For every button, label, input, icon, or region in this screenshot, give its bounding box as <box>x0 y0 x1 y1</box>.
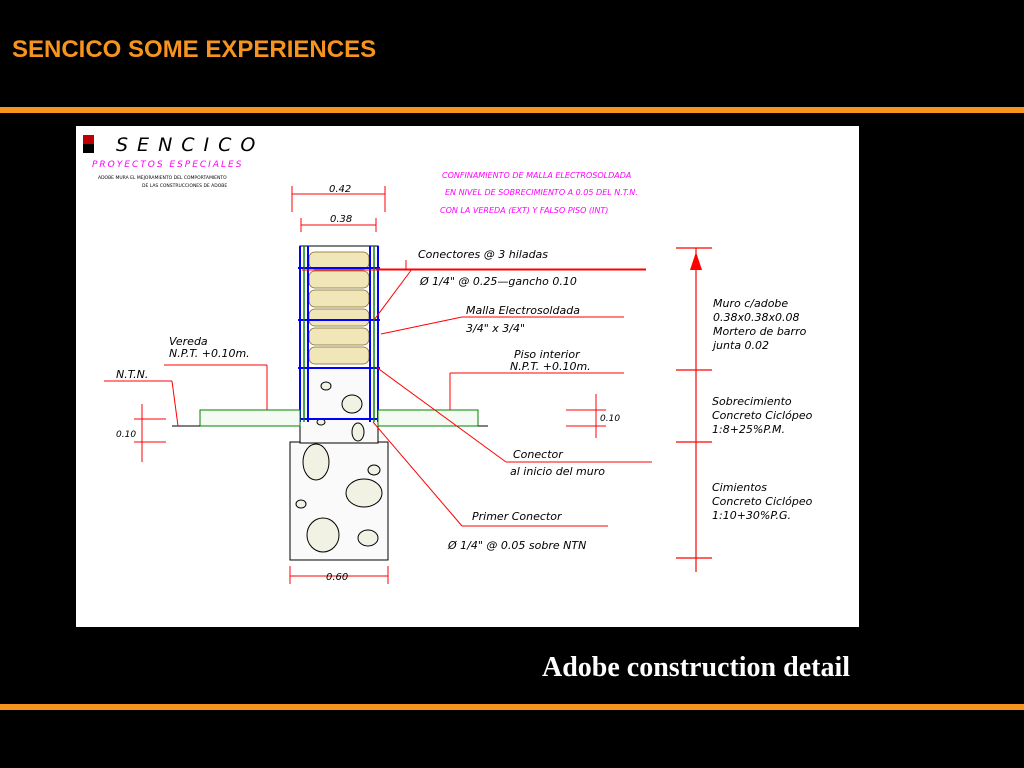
legend-cimientos <box>712 481 813 522</box>
dim-left-height-label: 0.10 <box>116 430 137 440</box>
footing <box>290 442 388 560</box>
label-primer: Primer Conector <box>472 510 562 523</box>
label-conectores: Conectores @ 3 hiladas <box>418 248 549 261</box>
bottom-divider <box>0 704 1024 710</box>
label-malla-spec: 3/4" x 3/4" <box>466 322 526 335</box>
svg-text:Concreto Ciclópeo: Concreto Ciclópeo <box>712 409 813 422</box>
label-piso: Piso interior <box>514 348 580 361</box>
svg-text:Mortero de barro: Mortero de barro <box>713 325 807 338</box>
label-ntn: N.T.N. <box>116 368 149 381</box>
label-conector: Conector <box>513 448 563 461</box>
label-vereda: Vereda <box>169 335 208 348</box>
label-piso-npt: N.P.T. +0.10m. <box>510 360 591 373</box>
logo-note-1: ADOBE MURA EL MEJORAMIENTO DEL COMPORTAMIENTO <box>98 176 227 181</box>
label-vereda-npt: N.P.T. +0.10m. <box>169 347 250 360</box>
top-divider <box>0 107 1024 113</box>
label-malla: Malla Electrosoldada <box>466 304 580 317</box>
dim-footing-label: 0.60 <box>326 572 349 583</box>
svg-text:1:10+30%P.G.: 1:10+30%P.G. <box>712 509 792 522</box>
svg-text:junta 0.02: junta 0.02 <box>713 339 770 352</box>
dim-wall-outer-label: 0.42 <box>329 184 352 195</box>
dim-right-height-label: 0.10 <box>600 414 621 424</box>
svg-text:1:8+25%P.M.: 1:8+25%P.M. <box>712 423 785 436</box>
label-primer-spec: Ø 1/4" @ 0.05 sobre NTN <box>448 539 587 552</box>
label-conector-spec: al inicio del muro <box>510 465 605 478</box>
dim-wall-inner-label: 0.38 <box>330 214 353 225</box>
arrow-up-icon <box>690 252 702 270</box>
slide-title: SENCICO SOME EXPERIENCES <box>12 36 377 63</box>
label-conectores-spec: Ø 1/4" @ 0.25—gancho 0.10 <box>420 275 577 288</box>
figure-caption: Adobe construction detail <box>542 652 850 683</box>
logo-brand: SENCICO <box>116 134 265 156</box>
construction-drawing <box>76 126 859 627</box>
sobrecimiento <box>300 368 378 443</box>
logo-subtitle: PROYECTOS ESPECIALES <box>92 160 244 170</box>
svg-text:Muro c/adobe: Muro c/adobe <box>713 297 789 310</box>
header-note-3: CON LA VEREDA (EXT) Y FALSO PISO (INT) <box>440 206 609 215</box>
svg-text:0.38x0.38x0.08: 0.38x0.38x0.08 <box>713 311 800 324</box>
header-note-2: EN NIVEL DE SOBRECIMIENTO A 0.05 DEL N.T.N. <box>445 188 638 197</box>
svg-text:Sobrecimiento: Sobrecimiento <box>712 395 792 408</box>
svg-text:Cimientos: Cimientos <box>712 481 768 494</box>
section-marker <box>676 248 712 572</box>
logo-note-2: DE LAS CONSTRUCCIONES DE ADOBE <box>142 184 228 189</box>
legend-muro <box>711 297 807 352</box>
header-note-1: CONFINAMIENTO DE MALLA ELECTROSOLDADA <box>442 171 632 180</box>
legend-sobrecimiento <box>712 395 813 436</box>
svg-text:Concreto Ciclópeo: Concreto Ciclópeo <box>712 495 813 508</box>
sencico-logo <box>83 134 264 189</box>
dim-left-height <box>134 404 166 462</box>
